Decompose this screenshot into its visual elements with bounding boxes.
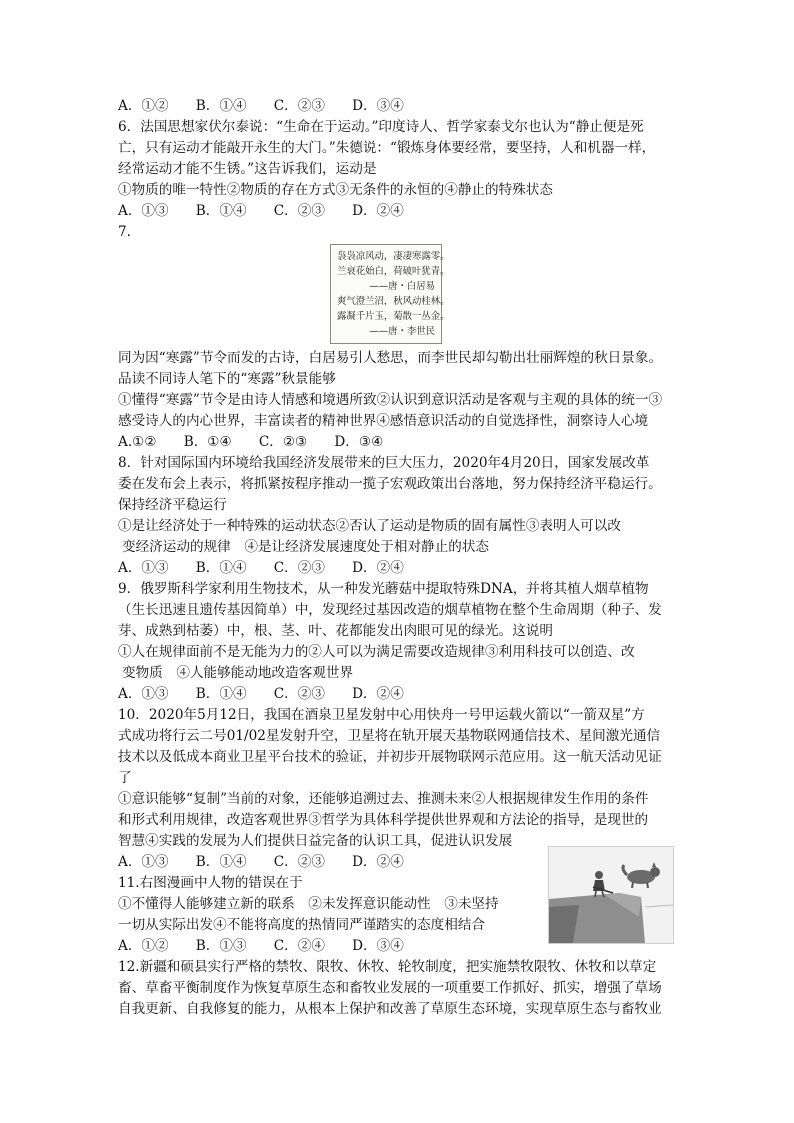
- q9-statements-1: ①人在规律面前不是无能为力的②人可以为满足需要改造规律③利用科技可以创造、改: [118, 644, 635, 660]
- cartoon-drawing: [549, 847, 673, 943]
- poem-author: ——唐・李世民: [369, 326, 435, 337]
- q7-statements-1: ①懂得“寒露”节令是由诗人情感和境遇所致②认识到意识活动是客观与主观的具体的统一③: [118, 392, 663, 408]
- q7-stem-line-1: 同为因“寒露”节令而发的古诗，白居易引人愁思，而李世民却勾勒出壮丽辉煌的秋日景象。: [118, 350, 663, 366]
- q9-statements-2: 变物质 ④人能够能动地改造客观世界: [122, 665, 354, 681]
- q10-statements-2: 和形式利用规律，改造客观世界③哲学为具体科学提供世界观和方法论的指导，是现世的: [118, 812, 649, 828]
- q6-stem-line-3: 经常运动才能不生锈。”这告诉我们，运动是: [118, 161, 377, 177]
- q12-stem-line-2: 畜、草畜平衡制度作为恢复草原生态和畜牧业发展的一项重要工作抓好、抓实，增强了草场: [118, 980, 662, 996]
- poem-image: [330, 244, 450, 344]
- q5-options: A．①② B．①④ C．②③ D．③④: [118, 98, 404, 114]
- q10-stem-line-1: 10．2020年5月12日，我国在酒泉卫星发射中心用快舟一号甲运载火箭以“一箭双星”方: [118, 707, 645, 723]
- q6-stem-line-2: 亡，只有运动才能敲开永生的大门。”朱德说：“锻炼身体要经常，要坚持，人和机器一样，: [118, 140, 656, 156]
- q11-statements-2: 一切从实际出发④不能将高度的热情同严谨踏实的态度相结合: [118, 917, 486, 933]
- q10-stem-line-4: 了: [118, 770, 132, 786]
- q7-statements-2: 感受诗人的内心世界，丰富读者的精神世界④感悟意识活动的自觉选择性，洞察诗人心境: [118, 413, 649, 429]
- q9-stem-line-1: 9．俄罗斯科学家利用生物技术，从一种发光蘑菇中提取特殊DNA，并将其植人烟草植物: [118, 581, 649, 597]
- q11-options: A．①② B．①③ C．②④ D．③④: [118, 938, 404, 954]
- q7-stem-line-2: 品读不同诗人笔下的“寒露”秋景能够: [118, 371, 336, 387]
- q6-stem-line-1: 6．法国思想家伏尔泰说：“生命在于运动。”印度诗人、哲学家泰戈尔也认为“静止便是死: [118, 119, 644, 135]
- q8-options: A．①③ B．①④ C．②③ D．②④: [118, 560, 404, 576]
- q6-statements: ①物质的唯一特性②物质的存在方式③无条件的永恒的④静止的特殊状态: [118, 182, 553, 198]
- q8-stem-line-1: 8．针对国际国内环境给我国经济发展带来的巨大压力，2020年4月20日，国家发展改革: [118, 455, 650, 471]
- poem-line: 露凝千片玉，菊散一丛金。: [337, 311, 450, 322]
- cartoon-image: [548, 846, 674, 944]
- q7-options: A.①② B．①④ C．②③ D．③④: [118, 434, 384, 450]
- q8-statements-2: 变经济运动的规律 ④是让经济发展速度处于相对静止的状态: [122, 539, 490, 555]
- q8-statements-1: ①是让经济处于一种特殊的运动状态②否认了运动是物质的固有属性③表明人可以改: [118, 518, 621, 534]
- q12-stem-line-3: 自我更新、自我修复的能力，从根本上保护和改善了草原生态环境，实现草原生态与畜牧业: [118, 1001, 662, 1017]
- q8-stem-line-2: 委在发布会上表示，将抓紧按程序推动一揽子宏观政策出台落地，努力保持经济平稳运行。: [118, 476, 662, 492]
- q11-statements-1: ①不懂得人能够建立新的联系 ②未发挥意识能动性 ③未坚持: [118, 896, 499, 912]
- q9-stem-line-3: 芽、成熟到枯萎）中，根、茎、叶、花都能发出肉眼可见的绿光。这说明: [118, 623, 553, 639]
- q9-options: A．①③ B．①④ C．②③ D．②④: [118, 686, 404, 702]
- q11-stem: 11.右图漫画中人物的错误在于: [118, 875, 303, 891]
- q9-stem-line-2: （生长迅速且遗传基因简单）中，发现经过基因改造的烟草植物在整个生命周期（种子、发: [118, 602, 662, 618]
- q10-stem-line-2: 式成功将行云二号01/02星发射升空，卫星将在轨开展天基物联网通信技术、星间激光通信: [118, 728, 661, 744]
- q10-options: A．①③ B．①④ C．②③ D．②④: [118, 854, 404, 870]
- q10-stem-line-3: 技术以及低成本商业卫星平台技术的验证，并初步开展物联网示范应用。这一航天活动见证: [118, 749, 662, 765]
- poem-line: 袅袅凉风动，凄凄寒露零。: [337, 251, 450, 262]
- q7-number: 7.: [118, 224, 131, 240]
- q10-statements-1: ①意识能够“复制”当前的对象，还能够追溯过去、推测未来②人根据规律发生作用的条件: [118, 791, 649, 807]
- poem-author: ——唐・白居易: [369, 281, 435, 292]
- q10-statements-3: 智慧④实践的发展为人们提供日益完备的认识工具，促进认识发展: [118, 833, 513, 849]
- poem-line: 爽气澄兰沼，秋风动桂林。: [337, 296, 450, 307]
- poem-line: 兰衰花始白，荷破叶犹青。: [337, 266, 450, 277]
- q8-stem-line-3: 保持经济平稳运行: [118, 497, 227, 513]
- q12-stem-line-1: 12.新疆和硕县实行严格的禁牧、限牧、休牧、轮牧制度，把实施禁牧限牧、休牧和以草定: [118, 959, 657, 975]
- q6-options: A．①③ B．①④ C．②③ D．②④: [118, 203, 404, 219]
